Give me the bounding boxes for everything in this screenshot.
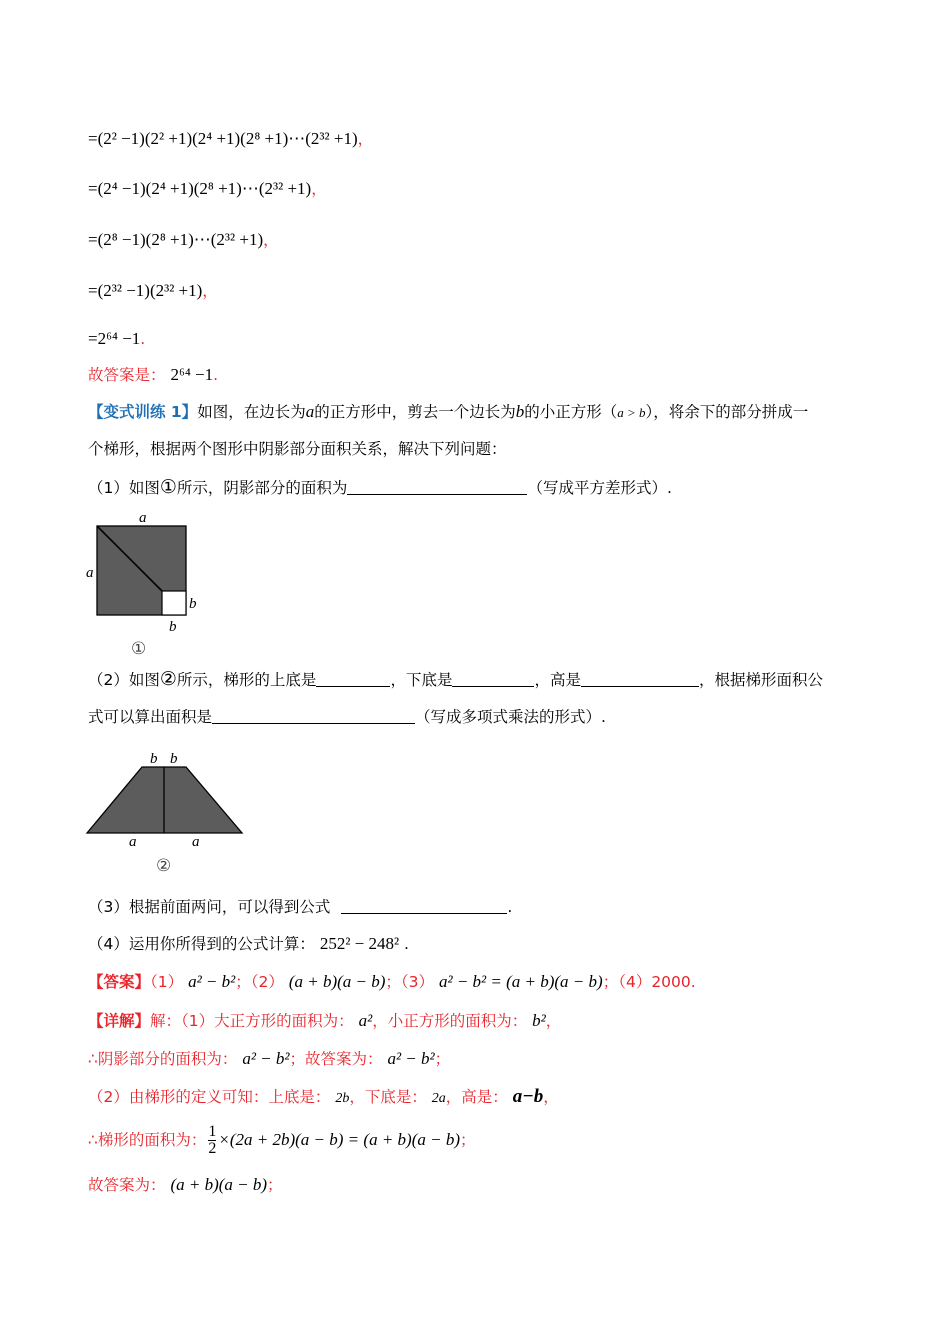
answer-blank-top-base[interactable] xyxy=(316,670,390,687)
answer-text: （1） xyxy=(150,973,184,991)
answer-text: ；（2） xyxy=(235,973,284,991)
detail-line-3 xyxy=(88,1086,559,1110)
q4-text: . xyxy=(404,935,409,953)
answer-text: ；（4）2000. xyxy=(602,973,696,991)
detail-text: ， xyxy=(543,1088,559,1106)
figure-caption: ① xyxy=(131,639,147,659)
detail-math: a² xyxy=(358,1011,373,1030)
q2-text: （2）如图 xyxy=(88,671,160,689)
detail-math: 2a xyxy=(431,1091,446,1106)
q2-text: ，高是 xyxy=(534,671,581,689)
condition: a > b xyxy=(617,405,646,420)
answer-math: (a + b)(a − b) xyxy=(288,972,386,991)
detail-math: a² − b² xyxy=(242,1049,290,1068)
step-math: =(2⁸ −1)(2⁸ +1)⋯(2³² +1) xyxy=(88,230,264,249)
step-line-2 xyxy=(88,178,327,200)
intro-text: 的小正方形（ xyxy=(524,403,618,421)
detail-math: 2b xyxy=(335,1091,350,1106)
q3-text: . xyxy=(507,898,513,916)
detail-text: ；故答案为： xyxy=(289,1050,383,1068)
answer-blank-bottom-base[interactable] xyxy=(452,670,534,687)
small-square xyxy=(162,591,186,615)
detail-math: a² − b² xyxy=(387,1049,435,1068)
q2-text: ，根据梯形面积公 xyxy=(698,671,823,689)
answer-math: 2⁶⁴ −1 xyxy=(170,365,214,384)
var-a: a xyxy=(305,402,315,421)
step-math: =2⁶⁴ −1 xyxy=(88,329,141,348)
figure-caption: ② xyxy=(156,856,172,875)
detail-text: 解：（1）大正方形的面积为： xyxy=(150,1012,354,1030)
label-bottom-right: a xyxy=(192,834,200,850)
step-punct: ， xyxy=(263,231,279,249)
step-punct: . xyxy=(140,330,146,348)
step-line-4 xyxy=(88,280,218,302)
step-line-3 xyxy=(88,229,279,251)
label-bottom-left: a xyxy=(129,834,137,850)
step-punct: ， xyxy=(202,282,218,300)
answer-math: a² − b² xyxy=(188,972,236,991)
figure-1-square xyxy=(84,508,209,660)
answer-blank-1[interactable] xyxy=(347,478,527,495)
fraction-half xyxy=(208,1124,216,1157)
step-punct: ， xyxy=(357,130,374,148)
detail-text: ∴梯形的面积为： xyxy=(88,1131,207,1149)
detail-line-5 xyxy=(88,1174,283,1196)
intro-text: 的正方形中，剪去一个边长为 xyxy=(314,403,516,421)
var-b: b xyxy=(515,402,525,421)
circled-two: ② xyxy=(159,668,177,690)
label-bottom: b xyxy=(169,619,177,635)
detail-text: ∴阴影部分的面积为： xyxy=(88,1050,238,1068)
q2-text: 式可以算出面积是 xyxy=(88,708,213,726)
detail-math: a−b xyxy=(512,1086,544,1107)
step-math: =(2⁴ −1)(2⁴ +1)(2⁸ +1)⋯(2³² +1) xyxy=(88,179,312,198)
detail-line-2 xyxy=(88,1048,450,1070)
detail-tag: 【详解】 xyxy=(88,1012,151,1030)
answer-math: a² − b² = (a + b)(a − b) xyxy=(438,972,603,991)
exercise-intro-line-1 xyxy=(88,401,808,424)
step-line-1 xyxy=(88,128,373,150)
q2-text: 所示，梯形的上底是 xyxy=(176,671,317,689)
detail-text: 故答案为： xyxy=(88,1176,166,1194)
fraction-numerator: 1 xyxy=(208,1123,217,1140)
answer-label: 故答案是： xyxy=(88,366,166,384)
detail-text: ， xyxy=(545,1012,562,1030)
detail-text: ，小正方形的面积为： xyxy=(372,1012,528,1030)
q1-text: （写成平方差形式）. xyxy=(527,479,672,497)
step-line-5 xyxy=(88,328,145,350)
step-math: =(2² −1)(2² +1)(2⁴ +1)(2⁸ +1)⋯(2³² +1) xyxy=(88,129,358,148)
q2-text: ，下底是 xyxy=(390,671,453,689)
answer-blank-height[interactable] xyxy=(581,670,699,687)
q1-text: 所示，阴影部分的面积为 xyxy=(176,479,348,497)
label-top: a xyxy=(139,510,147,526)
question-2-line-1 xyxy=(88,668,823,691)
detail-line-1 xyxy=(88,1010,561,1032)
question-3 xyxy=(88,896,512,918)
label-top-left: b xyxy=(150,751,158,767)
detail-text: ，高是： xyxy=(445,1088,508,1106)
detail-math: b² xyxy=(532,1011,546,1030)
detail-math: ×(2a + 2b)(a − b) = (a + b)(a − b) xyxy=(218,1130,460,1149)
detail-text: ； xyxy=(460,1131,476,1149)
answer-blank-formula[interactable] xyxy=(341,897,507,914)
exercise-intro-line-2: 个梯形，根据两个图形中阴影部分面积关系，解决下列问题： xyxy=(88,440,507,458)
previous-answer xyxy=(88,364,218,386)
detail-math: (a + b)(a − b) xyxy=(170,1175,268,1194)
detail-text: ； xyxy=(267,1176,283,1194)
label-top-right: b xyxy=(170,751,178,767)
question-4 xyxy=(88,933,409,955)
answer-blank-area[interactable] xyxy=(212,707,415,724)
question-2-line-2 xyxy=(88,706,606,728)
question-1 xyxy=(88,476,672,499)
q4-text: （4）运用你所得到的公式计算： xyxy=(88,935,315,953)
intro-text: 如图，在边长为 xyxy=(197,403,306,421)
answer-tag: 【答案】 xyxy=(88,973,151,991)
exercise-tag: 【变式训练 1】 xyxy=(88,403,198,421)
detail-text: （2）由梯形的定义可知：上底是： xyxy=(88,1088,331,1106)
q1-text: （1）如图 xyxy=(88,479,160,497)
step-punct: ， xyxy=(311,180,327,198)
label-right: b xyxy=(189,596,197,612)
q4-expression: 252² − 248² xyxy=(319,934,400,953)
answer-line xyxy=(88,971,696,993)
answer-text: ；（3） xyxy=(385,973,435,991)
detail-line-4 xyxy=(88,1122,476,1158)
detail-text: ； xyxy=(434,1050,451,1068)
q2-text: （写成多项式乘法的形式）. xyxy=(415,708,606,726)
answer-punct: . xyxy=(213,366,219,384)
label-left: a xyxy=(86,565,94,581)
figure-2-trapezoid xyxy=(82,745,248,875)
intro-text: ），将余下的部分拼成一 xyxy=(645,403,809,421)
q3-text: （3）根据前面两问，可以得到公式 xyxy=(88,898,331,916)
circled-one: ① xyxy=(159,476,177,498)
step-math: =(2³² −1)(2³² +1) xyxy=(88,281,203,300)
fraction-denominator: 2 xyxy=(208,1140,217,1157)
detail-text: ，下底是： xyxy=(349,1088,427,1106)
